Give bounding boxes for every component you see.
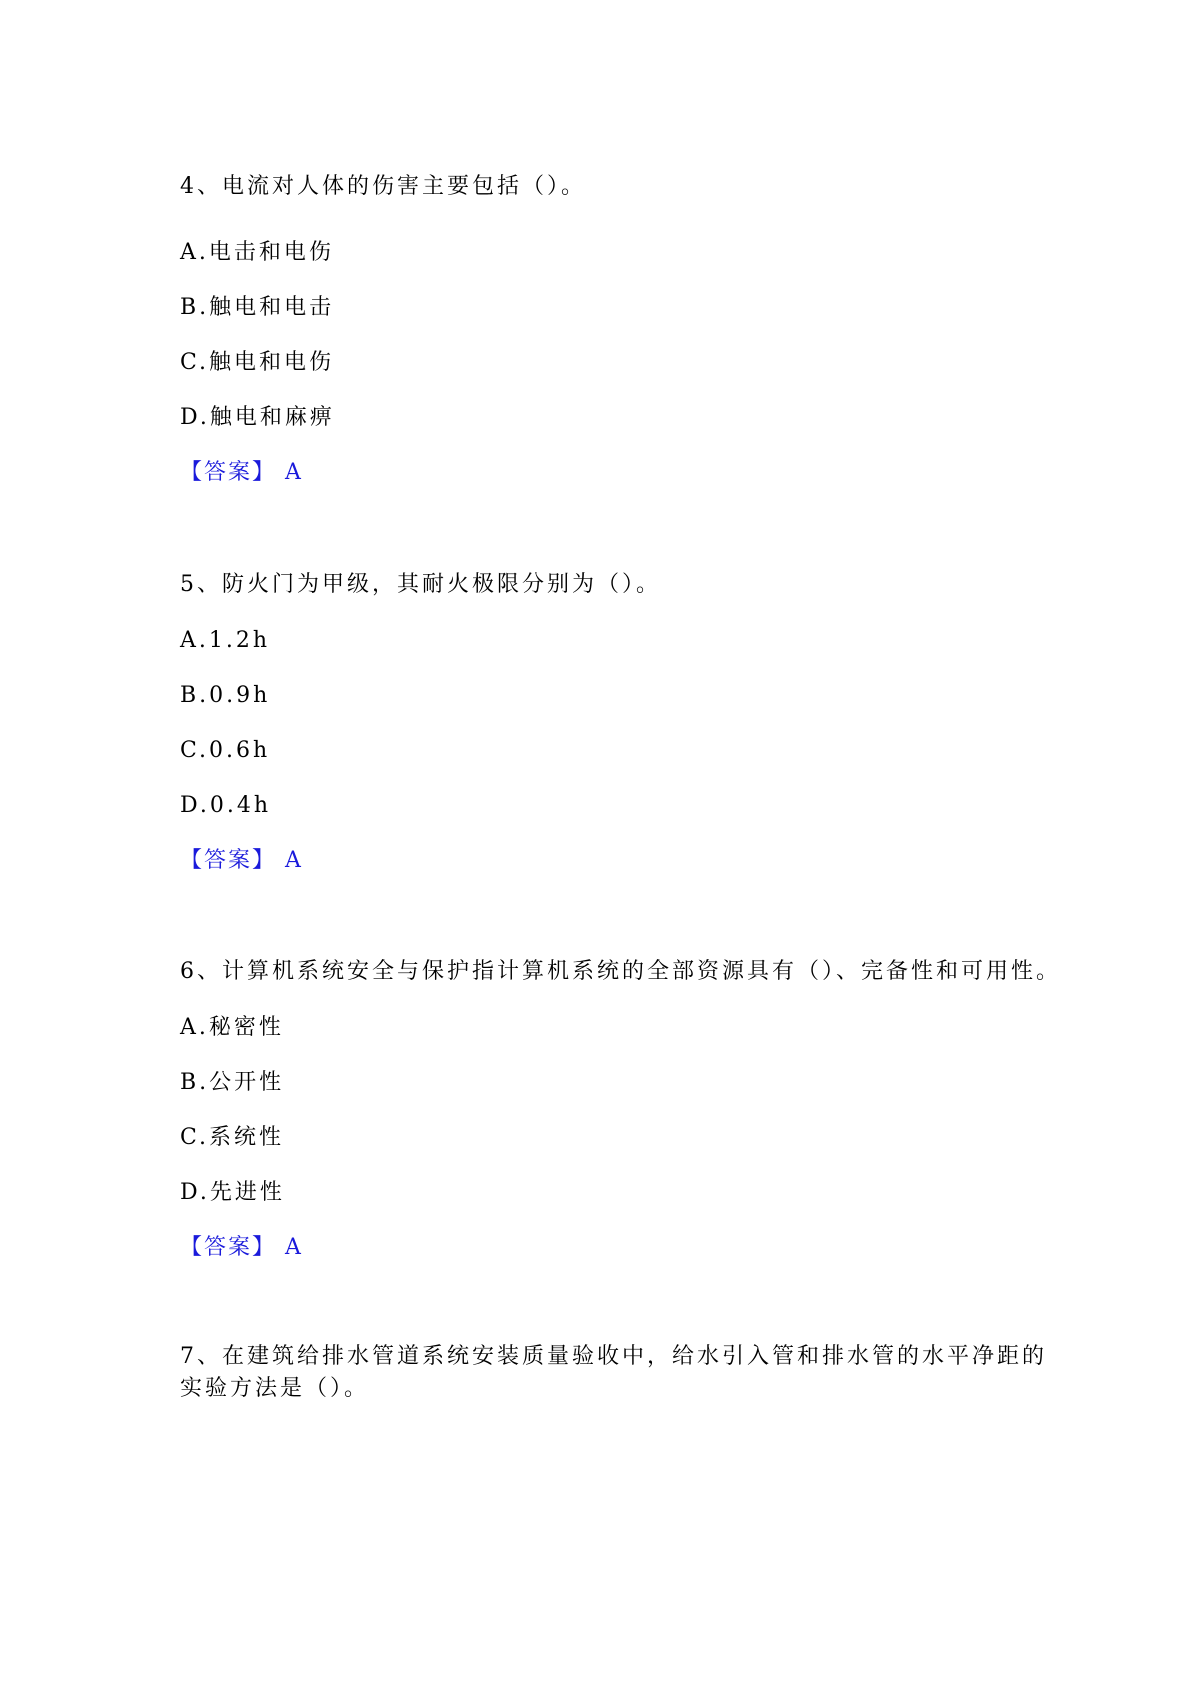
- option-d: D.先进性: [180, 1180, 285, 1205]
- option-b: B.公开性: [180, 1070, 285, 1095]
- answer-label: 【答案】 A: [180, 460, 303, 485]
- option-d: D.0.4h: [180, 793, 272, 818]
- question-title-line-1: 7、在建筑给排水管道系统安装质量验收中，给水引入管和排水管的水平净距的: [180, 1344, 1047, 1369]
- option-a: A.电击和电伤: [180, 240, 334, 265]
- question-title: 5、防火门为甲级，其耐火极限分别为（）。: [180, 572, 661, 597]
- answer-label: 【答案】 A: [180, 848, 303, 873]
- option-d: D.触电和麻痹: [180, 405, 335, 430]
- option-a: A.秘密性: [180, 1015, 284, 1040]
- question-title-line-2: 实验方法是（）。: [180, 1376, 370, 1401]
- question-title: 6、计算机系统安全与保护指计算机系统的全部资源具有（）、完备性和可用性。: [180, 959, 1061, 984]
- answer-label: 【答案】 A: [180, 1235, 303, 1260]
- option-c: C.触电和电伤: [180, 350, 335, 375]
- question-title: 4、电流对人体的伤害主要包括（）。: [180, 174, 586, 199]
- option-b: B.0.9h: [180, 683, 271, 708]
- option-a: A.1.2h: [180, 628, 271, 653]
- option-b: B.触电和电击: [180, 295, 335, 320]
- option-c: C.系统性: [180, 1125, 285, 1150]
- option-c: C.0.6h: [180, 738, 271, 763]
